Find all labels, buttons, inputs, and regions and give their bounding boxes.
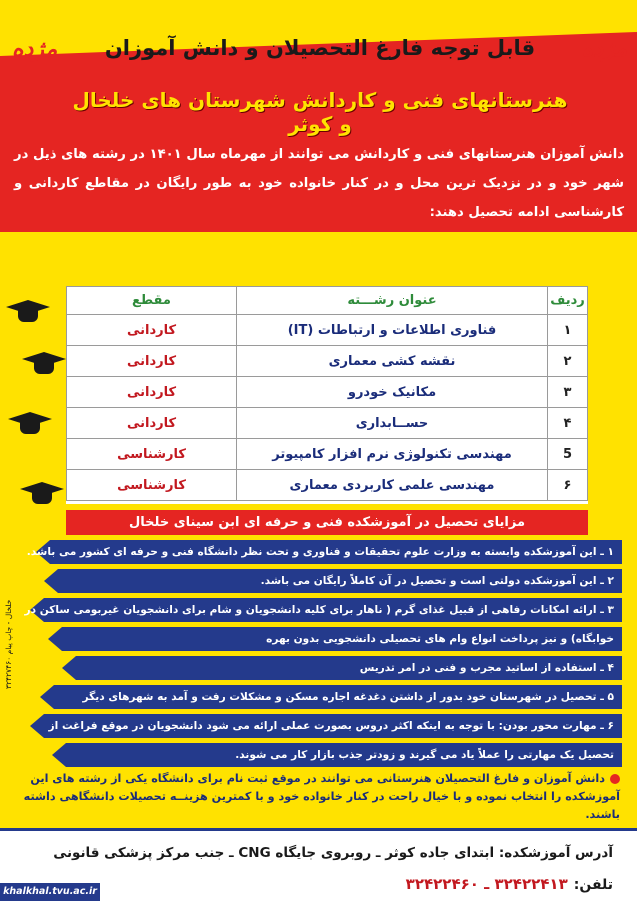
row-level: کاردانی	[67, 315, 237, 346]
row-field: مهندسی علمی کاربردی معماری	[237, 470, 548, 501]
graduation-cap-icon	[6, 300, 50, 326]
advantages-title: مزایای تحصیل در آموزشکده فنی و حرفه ای ابن سینای خلخال	[66, 510, 588, 535]
website-link[interactable]: khalkhal.tvu.ac.ir	[0, 883, 100, 901]
row-number: ۶	[548, 470, 588, 501]
row-field: نقشه کشی معماری	[237, 346, 548, 377]
header-field: عنوان رشـــته	[237, 287, 548, 315]
row-field: مهندسی تکنولوژی نرم افزار کامپیوتر	[237, 439, 548, 470]
row-number: ۴	[548, 408, 588, 439]
advantages-list	[26, 540, 622, 772]
advantage-text: ۲ ـ این آموزشکده دولتی است و تحصیل در آن کاملاً رایگان می باشد.	[260, 575, 614, 587]
row-number: ۲	[548, 346, 588, 377]
graduation-cap-icon	[20, 482, 64, 508]
majors-table	[66, 286, 588, 504]
bullet-dot-icon	[610, 774, 620, 784]
table-row	[67, 408, 588, 439]
printer-note: خلخال - چاپ پیام ۳۲۴۲۷۴۶۰	[4, 600, 13, 690]
intro-text: دانش آموزان هنرستانهای فنی و کاردانش می توانند از مهرماه سال ۱۴۰۱ در رشته های ذیل در شهر خود و در نزدیک ترین محل و در کنار خانواده خود به طور رایگان در مقاطع کاردانی و کارشناسی ادامه تحصیل دهند:	[14, 147, 624, 220]
registration-note-text: دانش آموزان و فارغ التحصیلان هنرستانی می توانند در موقع ثبت نام برای دانشگاه یکی از رشته های این آموزشکده را انتخاب نموده و با خیال راحت در کنار خانواده خود و با کمترین هزینــه تحصیلات دانشگاهی داشته باشند.	[23, 772, 620, 821]
advantage-text: تحصیل یک مهارتی را عملاً یاد می گیرند و زودتر جذب بازار کار می شوند.	[235, 749, 614, 761]
list-item	[26, 685, 622, 709]
row-field: حســابداری	[237, 408, 548, 439]
header-row-number: ردیف	[548, 287, 588, 315]
table-row	[67, 346, 588, 377]
title-line1: قابل توجه فارغ التحصیلان و دانش آموزان	[104, 36, 536, 60]
list-item	[26, 540, 622, 564]
row-level: کارشناسی	[67, 439, 237, 470]
graduation-cap-icon	[22, 352, 66, 378]
title-line2: هنرستانهای فنی و کاردانش شهرستان های خلخال و کوثر	[72, 88, 568, 136]
header-level: مقطع	[67, 287, 237, 315]
advantage-text: ۳ ـ ارائه امکانات رفاهی از قبیل غذای گرم ( ناهار برای کلیه دانشجویان و شام برای دانشجویان غیربومی ساکن در	[24, 604, 614, 616]
row-level: کاردانی	[67, 377, 237, 408]
list-item	[26, 627, 622, 651]
table-row	[67, 470, 588, 501]
badge-left: مژده	[12, 36, 58, 62]
list-item	[26, 569, 622, 593]
advantage-text: ۵ ـ تحصیل در شهرستان خود بدور از داشتن دغدغه اجاره مسکن و مشکلات رفت و آمد به شهرهای دیگر	[82, 691, 614, 703]
row-field: فناوری اطلاعات و ارتباطات (IT)	[237, 315, 548, 346]
row-level: کارشناسی	[67, 470, 237, 501]
address-text: آدرس آموزشکده: ابتدای جاده کوثر ـ روبروی جایگاه CNG ـ جنب مرکز پزشکی قانونی	[53, 845, 613, 861]
advantage-text: ۴ ـ استفاده از اساتید مجرب و فنی در امر تدریس	[359, 662, 614, 674]
row-field: مکانیک خودرو	[237, 377, 548, 408]
table-row	[67, 315, 588, 346]
list-item	[26, 743, 622, 767]
row-number: 5	[548, 439, 588, 470]
majors-grid	[66, 286, 588, 501]
row-number: ۱	[548, 315, 588, 346]
row-level: کاردانی	[67, 408, 237, 439]
table-header-row	[67, 287, 588, 315]
footer	[0, 828, 637, 901]
phone-line	[406, 875, 613, 893]
registration-note	[20, 770, 620, 824]
list-item	[26, 656, 622, 680]
row-number: ۳	[548, 377, 588, 408]
list-item	[26, 598, 622, 622]
header-top-band	[0, 0, 637, 30]
advantage-text: خوابگاه) و نیز پرداخت انواع وام های تحصیلی دانشجویی بدون بهره	[266, 633, 614, 645]
phone-label: تلفن:	[573, 877, 613, 893]
advantage-text: ۶ ـ مهارت محور بودن: با توجه به اینکه اکثر دروس بصورت عملی ارائه می شود دانشجویان در موقع فراغت از	[48, 720, 614, 732]
phone-numbers: ۳۲۴۲۲۴۱۳ ـ ۳۲۴۲۲۴۶۰	[405, 875, 568, 893]
table-row	[67, 439, 588, 470]
advantage-text: ۱ ـ این آموزشکده وابسته به وزارت علوم تحقیقات و فناوری و تحت نظر دانشگاه فنی و حرفه ای کشور می باشد.	[26, 546, 614, 558]
graduation-cap-icon	[8, 412, 52, 438]
row-level: کاردانی	[67, 346, 237, 377]
list-item	[26, 714, 622, 738]
badge-right: مژده	[581, 36, 627, 62]
table-row	[67, 377, 588, 408]
